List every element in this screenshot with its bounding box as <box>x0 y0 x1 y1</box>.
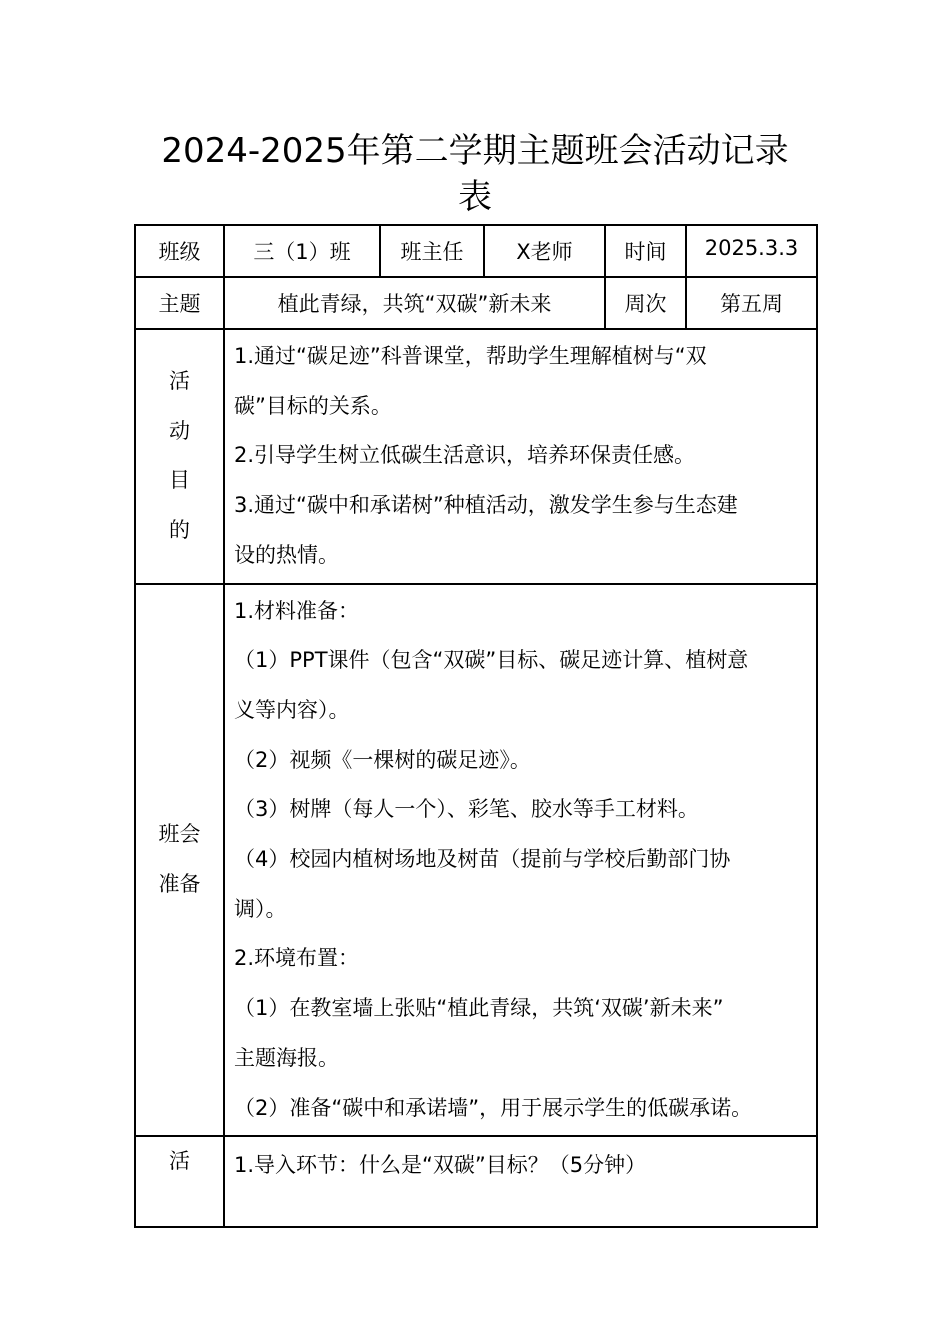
purpose-label-char: 的 <box>169 517 190 542</box>
title-line-2: 表 <box>458 177 492 217</box>
preparation-line: （2）准备“碳中和承诺墙”，用于展示学生的低碳承诺。 <box>234 1095 753 1120</box>
theme-label: 主题 <box>135 277 224 329</box>
preparation-label <box>135 584 224 1137</box>
purpose-line: 碳”目标的关系。 <box>234 393 392 418</box>
purpose-line: 3.通过“碳中和承诺树”种植活动，激发学生参与生态建 <box>234 493 738 518</box>
teacher-value: X老师 <box>484 225 605 277</box>
preparation-line: 1.材料准备： <box>234 598 360 623</box>
purpose-label-char: 目 <box>169 468 190 493</box>
preparation-row <box>135 584 817 1137</box>
purpose-line: 设的热情。 <box>234 542 339 567</box>
preparation-line: （1）在教室墙上张贴“植此青绿，共筑‘双碳’新未来” <box>234 996 724 1021</box>
class-value: 三（1）班 <box>224 225 380 277</box>
title-line-1: 2024-2025年第二学期主题班会活动记录 <box>161 131 789 171</box>
purpose-label <box>135 329 224 584</box>
document-title <box>135 128 815 220</box>
purpose-content <box>224 329 817 584</box>
preparation-line: 主题海报。 <box>234 1045 339 1070</box>
preparation-label-line: 班会 <box>158 822 201 847</box>
week-value: 第五周 <box>686 277 817 329</box>
preparation-line: 义等内容）。 <box>234 697 350 722</box>
preparation-content <box>224 584 817 1137</box>
theme-row <box>135 277 817 329</box>
purpose-row <box>135 329 817 584</box>
record-table <box>134 224 818 1228</box>
preparation-line: 2.环境布置： <box>234 946 360 971</box>
activity-content <box>224 1136 817 1227</box>
teacher-label: 班主任 <box>380 225 484 277</box>
activity-label: 活 <box>135 1136 224 1227</box>
preparation-line: （3）树牌（每人一个）、彩笔、胶水等手工材料。 <box>234 797 699 822</box>
preparation-label-line: 准备 <box>158 871 201 896</box>
preparation-line: （4）校园内植树场地及树苗（提前与学校后勤部门协 <box>234 847 731 872</box>
activity-row <box>135 1136 817 1227</box>
activity-line: 1.导入环节：什么是“双碳”目标？（5分钟） <box>234 1153 647 1178</box>
time-value: 2025.3.3 <box>686 225 817 277</box>
purpose-label-char: 动 <box>169 418 190 443</box>
preparation-line: （2）视频《一棵树的碳足迹》。 <box>234 747 531 772</box>
preparation-line: （1）PPT课件（包含“双碳”目标、碳足迹计算、植树意 <box>234 648 749 673</box>
preparation-line: 调）。 <box>234 896 287 921</box>
time-label: 时间 <box>605 225 686 277</box>
purpose-line: 2.引导学生树立低碳生活意识，培养环保责任感。 <box>234 443 696 468</box>
header-row <box>135 225 817 277</box>
purpose-line: 1.通过“碳足迹”科普课堂，帮助学生理解植树与“双 <box>234 344 707 368</box>
purpose-label-char: 活 <box>169 369 190 394</box>
theme-value: 植此青绿，共筑“双碳”新未来 <box>224 277 605 329</box>
week-label: 周次 <box>605 277 686 329</box>
class-label: 班级 <box>135 225 224 277</box>
